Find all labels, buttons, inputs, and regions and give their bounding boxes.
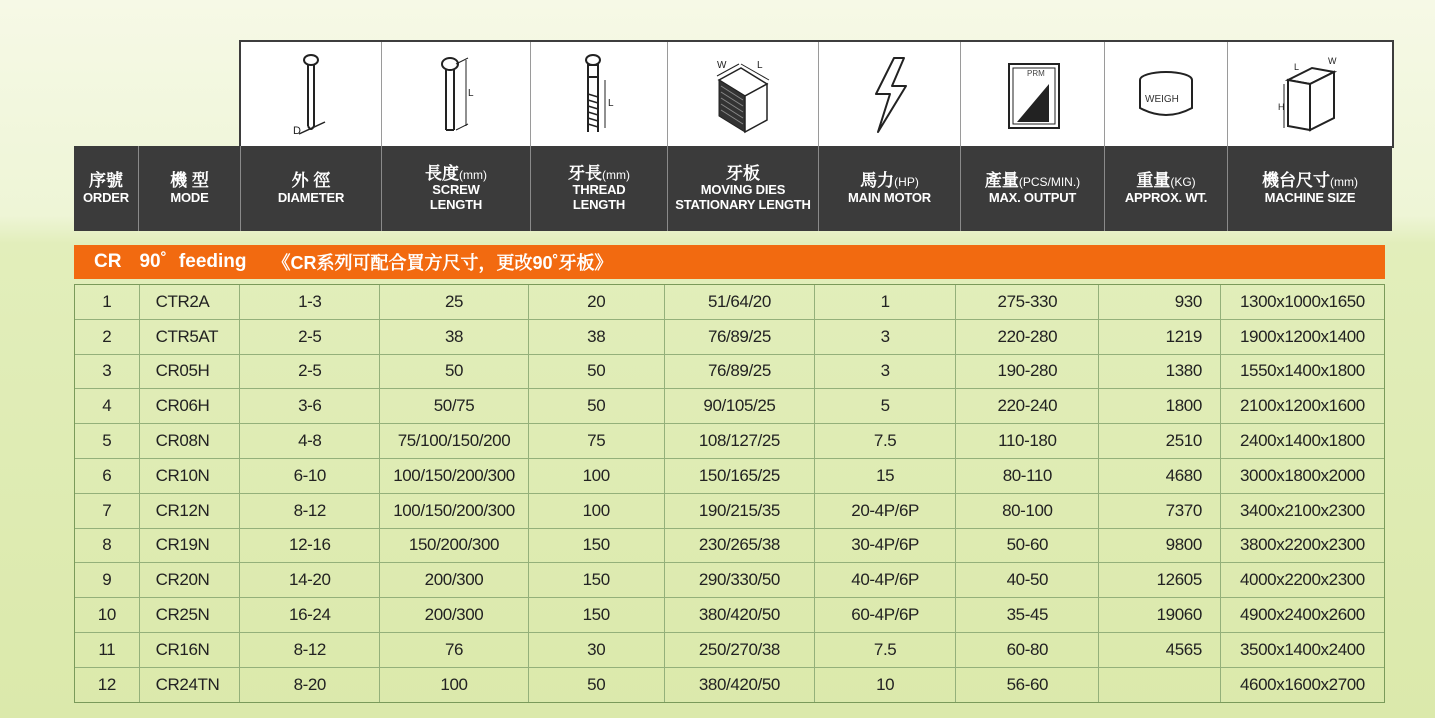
cell-machine-size: 3400x2100x2300 (1240, 500, 1365, 520)
diameter-icon-label: D (293, 125, 301, 137)
cell-mode: CR12N (140, 494, 241, 528)
series-band (74, 245, 1385, 279)
weight-icon (1134, 50, 1198, 138)
motor-icon-cell (819, 42, 961, 146)
cell-weight: 930 (1099, 285, 1220, 319)
header-thread-cn: 牙長 (568, 163, 602, 183)
cell-screw-length: 200/300 (380, 598, 528, 632)
header-row (74, 146, 1392, 231)
weight-icon-label: WEIGH (1145, 94, 1179, 105)
cell-output: 220-280 (956, 320, 1099, 354)
band-angle: 90˚ (139, 251, 167, 272)
cell-output: 190-280 (956, 355, 1099, 389)
cell-diameter: 1-3 (240, 285, 380, 319)
cell-screw-length: 38 (380, 320, 528, 354)
cell-diameter: 2-5 (240, 320, 380, 354)
cell-output: 35-45 (956, 598, 1099, 632)
cell-screw-length: 200/300 (380, 563, 528, 597)
icon-row (239, 40, 1394, 148)
header-screw-en2: LENGTH (429, 197, 483, 213)
cell-mode: CR25N (140, 598, 241, 632)
cell-diameter: 4-8 (240, 424, 380, 458)
output-chart-icon (1001, 50, 1065, 138)
header-motor (819, 146, 961, 231)
cell-output: 50-60 (956, 529, 1099, 563)
cell-screw-length: 50/75 (380, 389, 528, 423)
header-output-en: MAX. OUTPUT (988, 189, 1077, 205)
header-diameter (241, 146, 382, 231)
header-diameter-en: DIAMETER (277, 189, 345, 205)
cell-machine-size: 1300x1000x1650 (1240, 291, 1365, 311)
cell-dies: 190/215/35 (665, 494, 815, 528)
header-thread-unit: (mm) (602, 167, 630, 182)
lightning-motor-icon (858, 50, 922, 138)
cell-weight: 12605 (1099, 563, 1220, 597)
header-output-unit: (PCS/MIN.) (1018, 175, 1081, 190)
cell-dies: 380/420/50 (665, 668, 815, 702)
cell-mode: CTR5AT (140, 320, 241, 354)
cell-machine-size: 3800x2200x2300 (1240, 535, 1365, 555)
header-motor-unit: (HP) (894, 175, 919, 190)
cell-weight: 1800 (1099, 389, 1220, 423)
cell-output: 275-330 (956, 285, 1099, 319)
thread-length-icon-cell (531, 42, 668, 146)
thread-length-icon (567, 50, 631, 138)
cell-thread-length: 150 (529, 598, 665, 632)
cell-diameter: 14-20 (240, 563, 380, 597)
cell-thread-length: 75 (529, 424, 665, 458)
cell-dies: 51/64/20 (665, 285, 815, 319)
header-screw-cn: 長度 (425, 163, 459, 183)
cell-order: 9 (75, 563, 140, 597)
cell-machine-size: 4000x2200x2300 (1240, 570, 1365, 590)
cell-mode: CR19N (140, 529, 241, 563)
cell-order: 10 (75, 598, 140, 632)
header-dies-en1: MOVING DIES (700, 182, 786, 198)
cell-dies: 150/165/25 (665, 459, 815, 493)
weight-icon-cell (1105, 42, 1228, 146)
table-row (75, 494, 1384, 529)
cell-machine-size: 2400x1400x1800 (1240, 431, 1365, 451)
table-row (75, 529, 1384, 564)
header-size-en: MACHINE SIZE (1264, 189, 1356, 205)
cell-motor: 20-4P/6P (815, 494, 956, 528)
machine-icon-label-l: L (1294, 62, 1300, 72)
cell-weight (1099, 668, 1220, 702)
screw-length-icon-label: L (468, 88, 474, 99)
output-icon-label: PRM (1026, 69, 1045, 78)
cell-screw-length: 25 (380, 285, 528, 319)
cell-order: 12 (75, 668, 140, 702)
cell-weight: 4565 (1099, 633, 1220, 667)
cell-diameter: 8-20 (240, 668, 380, 702)
machine-icon-label-w: W (1328, 56, 1337, 66)
header-mode (139, 146, 241, 231)
table-row (75, 598, 1384, 633)
cell-screw-length: 150/200/300 (380, 529, 528, 563)
header-diameter-cn: 外 徑 (291, 171, 331, 191)
header-dies-en2: STATIONARY LENGTH (675, 197, 811, 213)
cell-weight: 1380 (1099, 355, 1220, 389)
cell-thread-length: 38 (529, 320, 665, 354)
cell-machine-size: 2100x1200x1600 (1240, 396, 1365, 416)
cell-mode: CR20N (140, 563, 241, 597)
cell-dies: 108/127/25 (665, 424, 815, 458)
cell-diameter: 16-24 (240, 598, 380, 632)
cell-machine-size: 3500x1400x2400 (1240, 639, 1365, 659)
cell-motor: 60-4P/6P (815, 598, 956, 632)
dies-icon-label-w: W (717, 60, 727, 71)
header-weight-unit: (KG) (1170, 175, 1196, 190)
header-output (961, 146, 1105, 231)
cell-order: 8 (75, 529, 140, 563)
cell-screw-length: 76 (380, 633, 528, 667)
cell-dies: 380/420/50 (665, 598, 815, 632)
cell-thread-length: 20 (529, 285, 665, 319)
cell-screw-length: 100/150/200/300 (380, 494, 528, 528)
header-size (1228, 146, 1392, 231)
cell-output: 40-50 (956, 563, 1099, 597)
cell-order: 5 (75, 424, 140, 458)
header-dies (668, 146, 819, 231)
cell-thread-length: 150 (529, 529, 665, 563)
cell-diameter: 2-5 (240, 355, 380, 389)
cell-thread-length: 50 (529, 389, 665, 423)
cell-thread-length: 100 (529, 494, 665, 528)
cell-diameter: 3-6 (240, 389, 380, 423)
cell-dies: 90/105/25 (665, 389, 815, 423)
header-screw-length (382, 146, 531, 231)
cell-dies: 230/265/38 (665, 529, 815, 563)
screw-length-icon (424, 50, 488, 138)
cell-output: 56-60 (956, 668, 1099, 702)
cell-screw-length: 100 (380, 668, 528, 702)
cell-motor: 5 (815, 389, 956, 423)
machine-box-icon (1278, 50, 1342, 138)
cell-motor: 7.5 (815, 633, 956, 667)
diameter-icon-cell (241, 42, 382, 146)
cell-weight: 7370 (1099, 494, 1220, 528)
cell-screw-length: 50 (380, 355, 528, 389)
cell-weight: 19060 (1099, 598, 1220, 632)
cell-machine-size: 1900x1200x1400 (1240, 326, 1365, 346)
cell-machine-size: 4900x2400x2600 (1240, 605, 1365, 625)
table-row (75, 320, 1384, 355)
header-output-cn: 產量 (984, 171, 1019, 191)
cell-order: 1 (75, 285, 140, 319)
cell-order: 6 (75, 459, 140, 493)
cell-machine-size: 1550x1400x1800 (1240, 361, 1365, 381)
cell-dies: 76/89/25 (665, 320, 815, 354)
cell-mode: CR05H (140, 355, 241, 389)
cell-screw-length: 100/150/200/300 (380, 459, 528, 493)
cell-thread-length: 100 (529, 459, 665, 493)
cell-output: 60-80 (956, 633, 1099, 667)
cell-output: 220-240 (956, 389, 1099, 423)
table-row (75, 459, 1384, 494)
cell-thread-length: 50 (529, 355, 665, 389)
cell-mode: CR10N (140, 459, 241, 493)
spec-table (74, 284, 1385, 703)
band-series: CR (94, 251, 122, 272)
cell-weight: 9800 (1099, 529, 1220, 563)
header-size-unit: (mm) (1330, 175, 1358, 190)
header-size-cn: 機台尺寸 (1262, 171, 1330, 191)
table-row (75, 355, 1384, 390)
cell-order: 3 (75, 355, 140, 389)
cell-motor: 10 (815, 668, 956, 702)
cell-dies: 250/270/38 (665, 633, 815, 667)
thread-length-icon-label: L (608, 98, 614, 109)
header-weight-en: APPROX. WT. (1124, 189, 1208, 205)
header-order-cn: 序號 (89, 171, 123, 191)
dies-icon-label-l: L (757, 60, 763, 71)
band-feed: feeding (178, 251, 247, 272)
cell-dies: 290/330/50 (665, 563, 815, 597)
cell-screw-length: 75/100/150/200 (380, 424, 528, 458)
cell-machine-size: 4600x1600x2700 (1240, 674, 1365, 694)
header-thread-en1: THREAD (572, 182, 626, 198)
header-mode-en: MODE (170, 189, 209, 205)
cell-dies: 76/89/25 (665, 355, 815, 389)
cell-mode: CTR2A (140, 285, 241, 319)
cell-output: 110-180 (956, 424, 1099, 458)
cell-machine-size: 3000x1800x2000 (1240, 465, 1365, 485)
header-screw-unit: (mm) (459, 167, 487, 182)
table-row (75, 424, 1384, 459)
diameter-bolt-icon (279, 50, 343, 138)
header-dies-cn: 牙板 (726, 163, 760, 183)
cell-motor: 30-4P/6P (815, 529, 956, 563)
cell-mode: CR06H (140, 389, 241, 423)
cell-thread-length: 50 (529, 668, 665, 702)
header-motor-cn: 馬力 (860, 171, 895, 191)
cell-weight: 1219 (1099, 320, 1220, 354)
cell-output: 80-100 (956, 494, 1099, 528)
cell-thread-length: 30 (529, 633, 665, 667)
band-note: 《CR系列可配合買方尺寸，更改90˚牙板》 (272, 253, 613, 273)
header-thread-length (531, 146, 668, 231)
cell-weight: 4680 (1099, 459, 1220, 493)
cell-diameter: 8-12 (240, 494, 380, 528)
cell-order: 7 (75, 494, 140, 528)
table-row (75, 668, 1384, 702)
machine-icon-label-h: H (1278, 102, 1285, 112)
table-row (75, 285, 1384, 320)
header-screw-en1: SCREW (432, 182, 480, 198)
output-icon-cell (961, 42, 1105, 146)
screw-length-icon-cell (382, 42, 531, 146)
table-row (75, 633, 1384, 668)
cell-order: 2 (75, 320, 140, 354)
header-order-en: ORDER (83, 189, 129, 205)
dies-icon (711, 50, 775, 138)
header-mode-cn: 機 型 (170, 171, 209, 191)
cell-order: 11 (75, 633, 140, 667)
cell-order: 4 (75, 389, 140, 423)
cell-motor: 3 (815, 355, 956, 389)
cell-mode: CR24TN (140, 668, 241, 702)
cell-motor: 3 (815, 320, 956, 354)
header-motor-en: MAIN MOTOR (848, 189, 931, 205)
cell-mode: CR16N (140, 633, 241, 667)
cell-motor: 15 (815, 459, 956, 493)
header-weight (1105, 146, 1228, 231)
cell-mode: CR08N (140, 424, 241, 458)
header-weight-cn: 重量 (1136, 171, 1171, 191)
cell-motor: 40-4P/6P (815, 563, 956, 597)
header-order (74, 146, 139, 231)
table-row (75, 389, 1384, 424)
cell-output: 80-110 (956, 459, 1099, 493)
cell-weight: 2510 (1099, 424, 1220, 458)
machine-size-icon-cell (1228, 42, 1392, 146)
header-thread-en2: LENGTH (572, 197, 626, 213)
cell-thread-length: 150 (529, 563, 665, 597)
cell-motor: 7.5 (815, 424, 956, 458)
cell-diameter: 8-12 (240, 633, 380, 667)
cell-diameter: 12-16 (240, 529, 380, 563)
dies-icon-cell (668, 42, 819, 146)
cell-diameter: 6-10 (240, 459, 380, 493)
table-row (75, 563, 1384, 598)
cell-motor: 1 (815, 285, 956, 319)
